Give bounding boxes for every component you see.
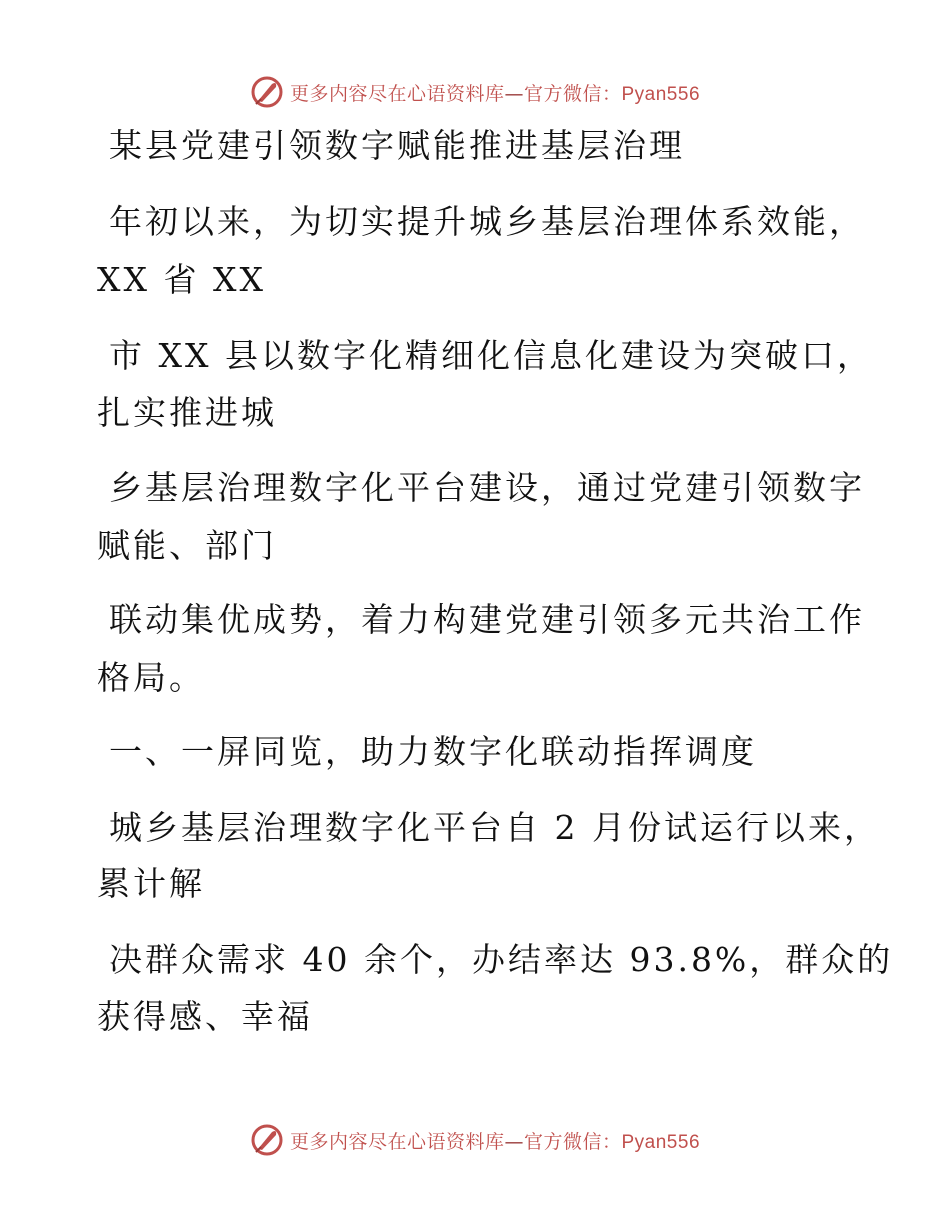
paragraph-line: 市 XX 县以数字化精细化信息化建设为突破口， xyxy=(109,336,873,375)
watermark-suffix: 官方微信： xyxy=(523,1130,622,1153)
paragraph-line: 城乡基层治理数字化平台自 2 月份试运行以来， xyxy=(109,808,880,847)
watermark-dash: — xyxy=(504,1130,524,1153)
watermark-text xyxy=(290,1127,700,1154)
watermark-prefix: 更多内容尽在心语资料库 xyxy=(289,82,505,105)
header-watermark xyxy=(0,72,950,112)
paragraph-line: 扎实推进城 xyxy=(97,393,277,432)
paragraph-line: 累计解 xyxy=(97,864,205,903)
watermark-prefix: 更多内容尽在心语资料库 xyxy=(289,1130,505,1153)
feather-pen-logo-icon xyxy=(250,1123,284,1157)
paragraph-line: 获得感、幸福 xyxy=(97,997,313,1036)
watermark-text xyxy=(290,79,700,106)
feather-pen-logo-icon xyxy=(250,75,284,109)
paragraph-line: 赋能、部门 xyxy=(97,526,277,565)
footer-watermark xyxy=(0,1120,950,1160)
watermark-handle: Pyan556 xyxy=(621,83,701,105)
paragraph-line: 年初以来，为切实提升城乡基层治理体系效能， xyxy=(109,202,865,241)
watermark-dash: — xyxy=(504,82,524,105)
section-heading: 一、一屏同览，助力数字化联动指挥调度 xyxy=(109,732,757,771)
paragraph-line: 联动集优成势，着力构建党建引领多元共治工作 xyxy=(109,600,865,639)
document-title: 某县党建引领数字赋能推进基层治理 xyxy=(109,126,685,165)
paragraph-line: 决群众需求 40 余个，办结率达 93.8%，群众的 xyxy=(109,940,894,979)
paragraph-line: XX 省 XX xyxy=(97,260,266,299)
paragraph-line: 乡基层治理数字化平台建设，通过党建引领数字 xyxy=(109,468,865,507)
paragraph-line: 格局。 xyxy=(97,658,205,697)
watermark-suffix: 官方微信： xyxy=(523,82,622,105)
watermark-handle: Pyan556 xyxy=(621,1131,701,1153)
